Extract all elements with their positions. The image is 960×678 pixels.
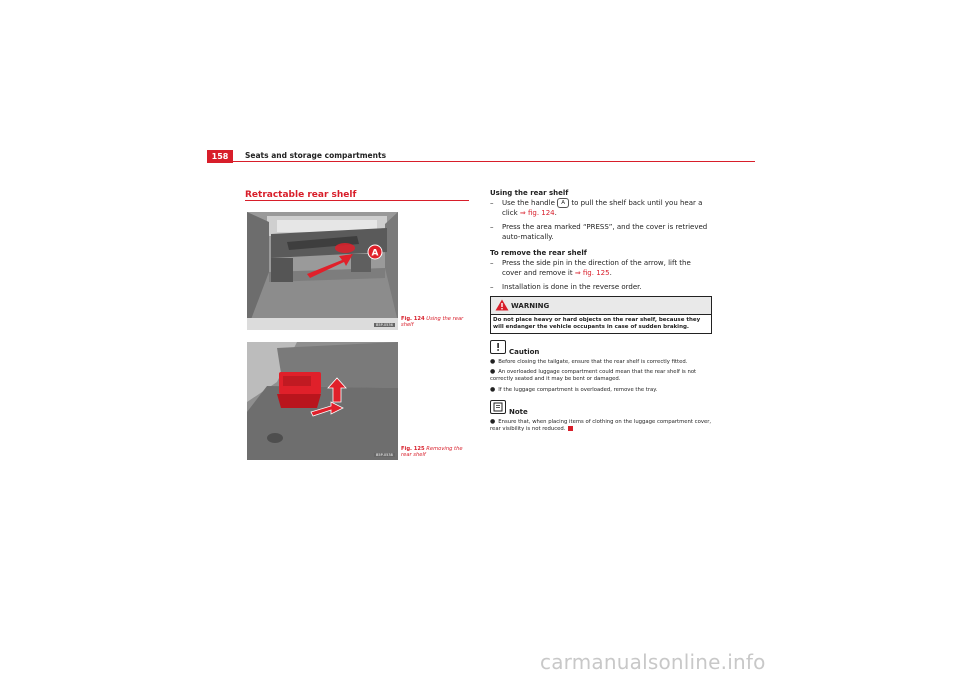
caution-bullet-text: An overloaded luggage compartment could mean that the rear shelf is not correctly seated and it may be bent or damaged. [490,369,697,383]
figure-124-code: B5P-0536 [376,323,393,327]
figure-124-link[interactable]: ⇒ fig. 124 [519,209,555,217]
warning-triangle-icon [495,299,509,311]
step-dash: – [490,259,494,267]
figure-125-code: B5P-0538 [376,453,393,457]
figure-125-caption-text: Removing the rear shelf [401,446,463,459]
warning-header [491,297,711,315]
section-divider [245,200,469,201]
note-bullet [490,418,712,434]
shelf-removal-illustration [247,342,398,460]
figure-125-caption [401,446,471,459]
caution-bullet [490,368,712,384]
header-divider [207,161,755,162]
remove-heading: To remove the rear shelf [490,249,587,257]
figure-125-number: Fig. 125 [401,446,425,452]
step-dash: – [490,199,494,207]
luggage-compartment-illustration [247,212,398,330]
handle-a-badge: A [557,198,569,208]
section-title: Retractable rear shelf [245,190,357,200]
warning-label: WARNING [511,302,550,310]
note-header [490,400,712,418]
bullet-dot: ● [490,418,496,425]
step-text: Press the side pin in the direction of the arrow, lift the cover and remove it [502,259,691,277]
bullet-dot: ● [490,385,496,393]
watermark: carmanualsonline.info [540,650,766,674]
warning-text: Do not place heavy or hard objects on the rear shelf, because they will endanger the vehicle occupants in case of sudden braking. [493,317,701,331]
instructions-column [490,188,712,436]
step-press-area [490,222,712,242]
figure-125-link[interactable]: ⇒ fig. 125 [574,269,610,277]
caution-header [490,340,712,358]
step-text: Installation is done in the reverse order. [502,283,642,291]
step-installation [490,282,712,292]
figure-124-caption-text: Using the rear shelf [401,316,464,329]
caution-bullet [490,386,712,394]
bullet-dot: ● [490,357,496,365]
caution-bullet-text: Before closing the tailgate, ensure that the rear shelf is correctly fitted. [498,358,688,365]
bullet-dot: ● [490,368,496,376]
note-book-icon [490,400,506,414]
page-number: 158 [207,150,233,163]
figure-marker-a: A [371,248,379,259]
caution-bullet [490,358,712,366]
step-press-side-pin [490,258,712,278]
step-text: . [609,269,612,277]
caution-label: Caution [509,347,540,356]
caution-exclamation-icon [490,340,506,354]
note-bullet-text: Ensure that, when placing items of clothing on the luggage compartment cover, rear visibility is not reduced. [490,419,712,433]
step-text: to pull the shelf back until you hear a click [502,199,703,217]
figure-124-image [247,212,398,330]
step-text: Use the handle [502,199,558,207]
section-end-marker [568,426,573,431]
step-text: Press the area marked “PRESS”, and the cover is retrieved auto-matically. [502,223,708,241]
figure-124-caption [401,316,471,329]
figure-125-image [247,342,398,460]
warning-box [490,296,712,334]
figure-124-number: Fig. 124 [401,316,425,322]
caution-bullet-text: If the luggage compartment is overloaded, remove the tray. [498,386,658,393]
step-using-handle [490,198,712,218]
step-dash: – [490,283,494,291]
note-label: Note [509,408,528,416]
running-header: Seats and storage compartments [245,151,387,160]
step-text: . [554,209,557,217]
step-dash: – [490,223,494,231]
using-heading: Using the rear shelf [490,189,569,197]
